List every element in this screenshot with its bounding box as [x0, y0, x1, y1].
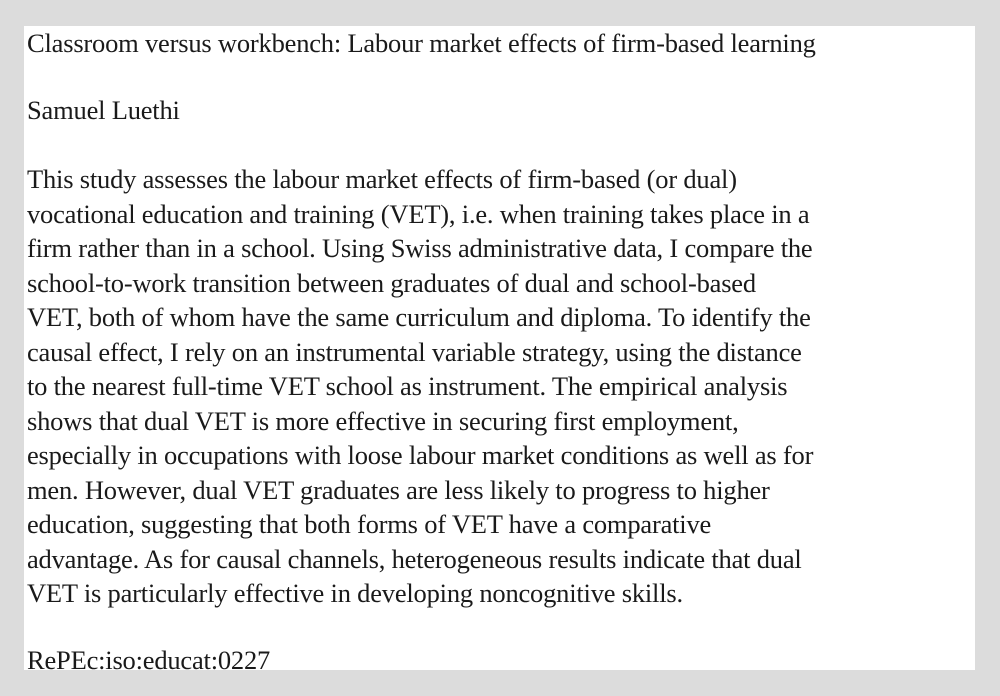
abstract-line: advantage. As for causal channels, heterogeneous results indicate that dual [27, 543, 802, 574]
abstract-line: VET is particularly effective in developing noncognitive skills. [27, 578, 683, 608]
abstract-line: to the nearest full-time VET school as instrument. The empirical analysis [27, 371, 788, 401]
abstract-line: school-to-work transition between graduates of dual and school-based [27, 267, 756, 298]
abstract-line: education, suggesting that both forms of VET have a comparative [27, 509, 712, 539]
document-page [24, 26, 975, 670]
abstract-line: firm rather than in a school. Using Swiss administrative data, I compare the [27, 233, 813, 263]
abstract-line: men. However, dual VET graduates are less likely to progress to higher [27, 474, 770, 505]
paper-title: Classroom versus workbench: Labour market effects of firm-based learning [27, 28, 816, 58]
abstract-line: VET, both of whom have the same curriculum and diploma. To identify the [27, 302, 811, 332]
abstract-line: This study assesses the labour market effects of firm-based (or dual) [27, 164, 737, 194]
abstract-line: causal effect, I rely on an instrumental variable strategy, using the distance [27, 336, 802, 367]
repec-identifier: RePEc:iso:educat:0227 [27, 645, 271, 670]
paper-author: Samuel Luethi [27, 95, 180, 125]
abstract-line: especially in occupations with loose labour market conditions as well as for [27, 440, 814, 470]
paper-abstract [27, 162, 813, 611]
abstract-line: vocational education and training (VET), i.e. when training takes place in a [27, 198, 810, 229]
abstract-line: shows that dual VET is more effective in securing first employment, [27, 405, 739, 436]
